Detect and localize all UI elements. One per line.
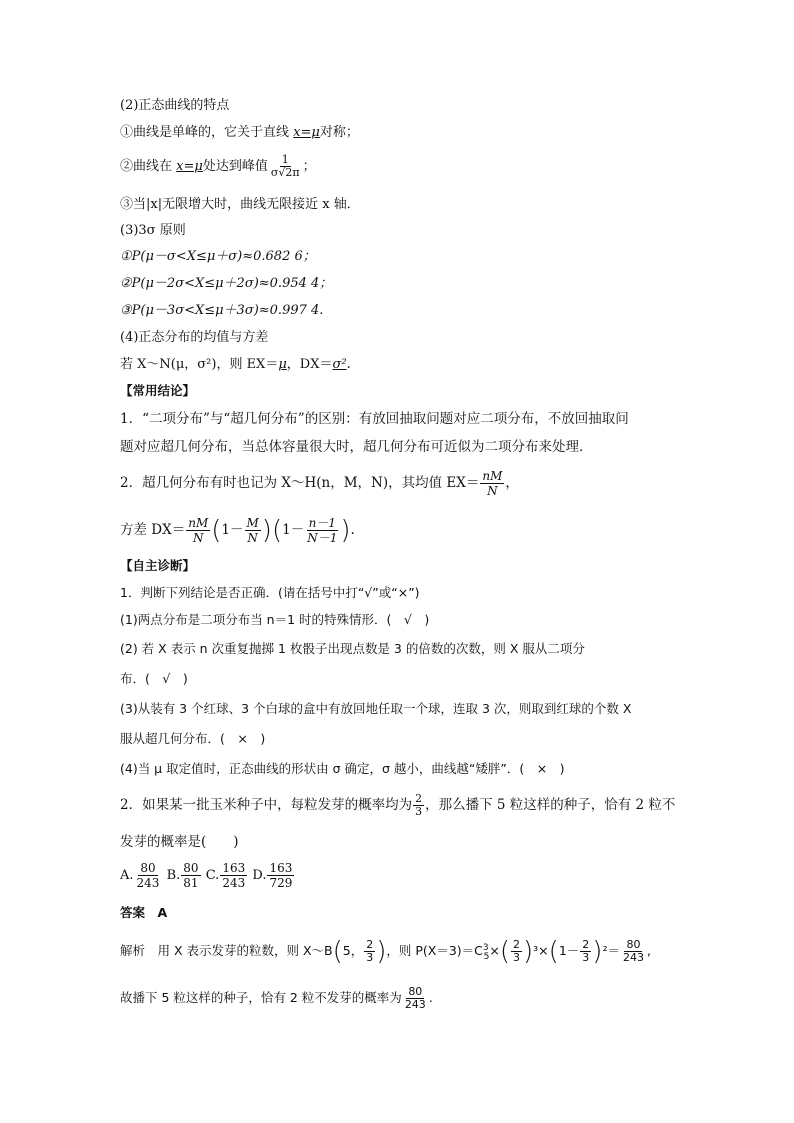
text: 2．如果某一批玉米种子中，每粒发芽的概率均为 <box>120 797 413 813</box>
question-2-stem-line-1 <box>120 788 675 822</box>
numerator: nM <box>482 469 503 483</box>
text: 故播下 5 粒这样的种子，恰有 2 粒不发芽的概率为 <box>120 990 402 1005</box>
text: (2)正态曲线的特点 <box>120 98 230 113</box>
numerator: 2 <box>415 792 423 805</box>
text: ； <box>302 159 316 174</box>
fraction <box>135 861 162 890</box>
text: ②曲线在 <box>120 159 177 174</box>
text: (2) 若 X 表示 n 次重复抛掷 1 枚骰子出现点数是 3 的倍数的次数，则 X 服从二项分 <box>120 641 585 656</box>
fraction <box>269 154 302 179</box>
mean-variance-formula <box>120 356 351 374</box>
solution-line-1 <box>120 926 651 979</box>
question-1-item-2-line-2 <box>120 670 188 688</box>
text: 对称； <box>319 125 359 140</box>
denominator: 3 <box>513 951 521 965</box>
numerator: 80 <box>408 985 423 998</box>
numerator: 80 <box>626 938 641 952</box>
text: 解析 用 X 表示发芽的粒数，则 X～B <box>120 943 333 959</box>
denominator: 243 <box>404 998 426 1011</box>
numerator: 2 <box>582 938 590 952</box>
text: ，DX＝ <box>286 357 333 372</box>
fraction <box>220 861 247 890</box>
fraction <box>403 986 428 1011</box>
text: 2．超几何分布有时也记为 X～H(n，M，N)，其均值 EX＝ <box>120 475 480 491</box>
text: ²＝ <box>602 943 620 959</box>
section-title: 【自主诊断】 <box>120 558 196 573</box>
heading-mean-variance <box>120 329 268 347</box>
right-paren: ) <box>261 515 272 546</box>
text: 1．“二项分布”与“超几何分布”的区别：有放回抽取问题对应二项分布，不放回抽取问 <box>120 411 629 427</box>
fraction <box>181 861 200 890</box>
text: ³× <box>533 943 549 959</box>
option-d[interactable] <box>252 861 295 890</box>
numerator: 80 <box>183 861 199 875</box>
question-1-item-1 <box>120 611 429 629</box>
text: 1．判断下列结论是否正确．(请在括号中打“√”或“×”) <box>120 585 420 600</box>
right-paren: ) <box>592 936 603 967</box>
curve-property-3 <box>120 196 360 214</box>
text: ③P(μ－3σ<X≤μ＋3σ)≈0.997 4. <box>120 303 324 318</box>
sigma-rule-1 <box>120 248 316 266</box>
text: (4)正态分布的均值与方差 <box>120 330 269 345</box>
heading-3sigma <box>120 222 186 240</box>
denominator: 3 <box>415 805 423 818</box>
answer-line <box>120 904 167 922</box>
underlined-answer: μ <box>278 357 287 372</box>
conclusion-2 <box>120 466 519 500</box>
text: . <box>428 990 433 1005</box>
right-paren: ) <box>340 515 351 546</box>
section-common-conclusions <box>120 382 195 400</box>
denominator: N <box>487 484 498 498</box>
fraction <box>413 793 424 818</box>
option-b[interactable] <box>166 861 202 890</box>
sigma-rule-3 <box>120 302 323 320</box>
text: ，那么播下 5 粒这样的种子，恰有 2 粒不 <box>425 797 676 813</box>
denominator: N <box>192 531 204 545</box>
curve-property-1 <box>120 124 359 142</box>
text: ， <box>505 475 519 491</box>
underlined-answer: x=μ <box>293 125 320 140</box>
text: ①P(μ－σ<X≤μ＋σ)≈0.682 6； <box>120 249 316 264</box>
text: 若 X～N(μ，σ²)，则 EX＝ <box>120 357 279 372</box>
left-paren: ( <box>548 936 559 967</box>
question-1-item-4 <box>120 760 565 778</box>
option-letter: D. <box>252 868 267 883</box>
answer-text: 答案 A <box>120 905 168 920</box>
denominator: 243 <box>622 951 644 965</box>
question-2-options <box>120 858 295 894</box>
heading-normal-curve <box>120 97 229 115</box>
left-paren: ( <box>499 936 511 967</box>
numerator: 80 <box>140 861 156 875</box>
section-self-diagnosis <box>120 557 195 575</box>
numerator: 2 <box>513 938 521 952</box>
option-letter: A. <box>120 868 134 883</box>
denominator: 243 <box>136 876 160 890</box>
superscript: 3 <box>482 943 489 953</box>
underlined-answer: x=μ <box>176 159 203 174</box>
denominator: σ√2π <box>270 166 300 179</box>
denominator: 243 <box>222 876 246 890</box>
solution-line-2 <box>120 980 433 1016</box>
text: 题对应超几何分布，当总体容量很大时，超几何分布可近似为二项分布来处理． <box>120 439 593 455</box>
option-letter: B. <box>166 868 181 883</box>
fraction <box>621 939 646 964</box>
fraction <box>305 516 339 545</box>
text: 方差 DX＝ <box>120 522 186 538</box>
numerator: M <box>246 516 259 530</box>
text: 服从超几何分布．( × ) <box>120 731 266 746</box>
sigma-rule-2 <box>120 275 332 293</box>
text: 处达到峰值 <box>202 159 268 174</box>
denominator: 81 <box>183 876 199 890</box>
fraction <box>580 939 591 964</box>
question-1-item-2-line-1 <box>120 640 585 658</box>
text: . <box>346 357 351 372</box>
text: (1)两点分布是二项分布当 n＝1 时的特殊情形．( √ ) <box>120 612 430 627</box>
option-letter: C. <box>205 868 220 883</box>
right-paren: ) <box>376 936 387 967</box>
numerator: n－1 <box>308 516 336 530</box>
fraction <box>245 516 261 545</box>
underlined-answer: σ² <box>332 357 347 372</box>
fraction <box>480 469 504 498</box>
text: × <box>489 943 500 959</box>
denominator: N <box>247 531 258 545</box>
question-1-item-3-line-2 <box>120 730 265 748</box>
conclusion-1-line-2 <box>120 438 593 456</box>
section-title: 【常用结论】 <box>120 383 196 398</box>
denominator: 729 <box>269 876 293 890</box>
text: 1－ <box>221 522 244 538</box>
numerator: nM <box>188 516 209 530</box>
fraction <box>364 939 375 964</box>
text: 1－ <box>282 522 305 538</box>
left-paren: ( <box>332 936 343 967</box>
fraction <box>186 516 210 545</box>
curve-property-2 <box>120 150 316 184</box>
text: ①曲线是单峰的，它关于直线 <box>120 125 294 140</box>
numerator: 1 <box>281 153 289 166</box>
text: (4)当 μ 取定值时，正态曲线的形状由 σ 确定，σ 越小，曲线越“矮胖”．( × ) <box>120 761 565 776</box>
text: (3)3σ 原则 <box>120 223 186 238</box>
left-paren: ( <box>271 515 283 546</box>
text: , <box>646 943 651 959</box>
option-c[interactable] <box>205 861 249 890</box>
question-1-stem <box>120 584 420 602</box>
denominator: N－1 <box>307 531 338 545</box>
numerator: 2 <box>366 938 374 952</box>
question-1-item-3-line-1 <box>120 700 631 718</box>
numerator: 163 <box>269 861 293 875</box>
text: 1－ <box>558 943 580 959</box>
denominator: 3 <box>582 951 590 965</box>
subscript: 5 <box>483 951 490 962</box>
conclusion-1-line-1 <box>120 410 629 428</box>
text: (3)从装有 3 个红球、3 个白球的盒中有放回地任取一个球，连取 3 次，则取到红球的个数 X <box>120 701 632 716</box>
question-2-stem-line-2 <box>120 833 239 851</box>
text: ②P(μ－2σ<X≤μ＋2σ)≈0.954 4； <box>120 276 333 291</box>
left-paren: ( <box>211 515 222 546</box>
text: 发芽的概率是( ) <box>120 834 239 850</box>
text: 5， <box>342 943 364 959</box>
fraction <box>267 861 294 890</box>
text: ③当|x|无限增大时，曲线无限接近 x 轴． <box>120 197 360 212</box>
numerator: 163 <box>222 861 246 875</box>
right-paren: ) <box>523 936 534 967</box>
denominator: 3 <box>366 951 374 965</box>
fraction <box>511 939 522 964</box>
variance-formula <box>120 512 355 548</box>
text: ，则 P(X＝3)＝C <box>386 943 483 959</box>
option-a[interactable] <box>120 861 162 890</box>
text: . <box>350 522 355 538</box>
text: 布．( √ ) <box>120 671 188 686</box>
